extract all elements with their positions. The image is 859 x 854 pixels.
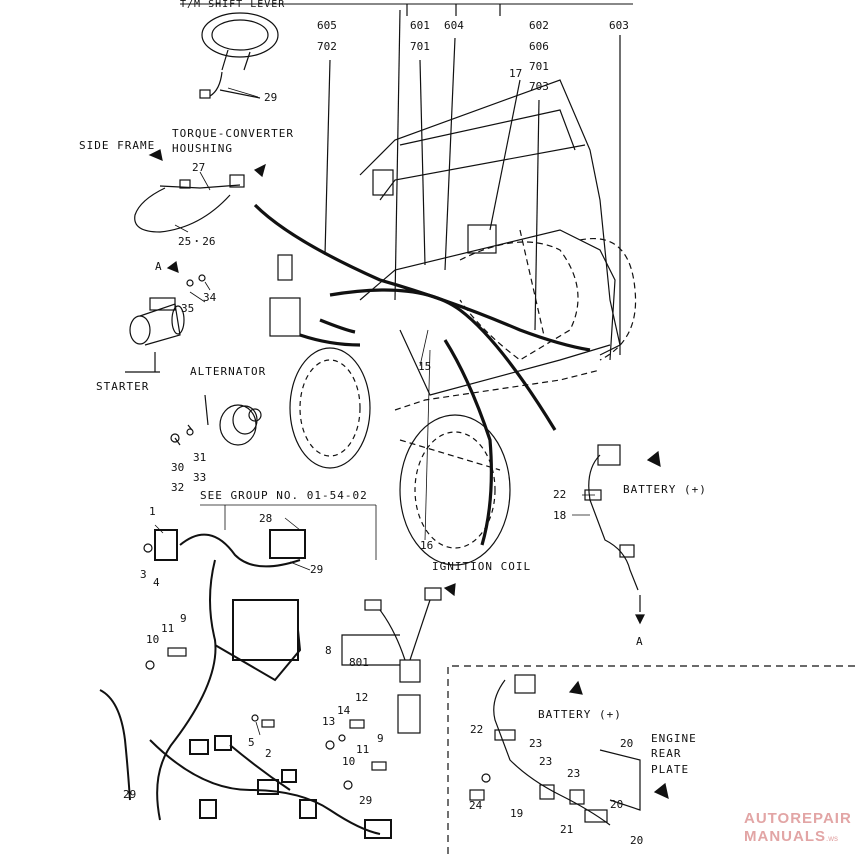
callout-number: 34 — [203, 291, 217, 304]
callout-number: 16 — [420, 539, 434, 552]
body-connector — [270, 255, 300, 336]
engine-label: ENGINE — [651, 732, 697, 745]
callout-number: 5 — [248, 736, 255, 749]
battery-cable-upper — [585, 445, 660, 623]
ignition-coil-label: IGNITION COIL — [432, 560, 532, 573]
battery-label-lower: BATTERY (+) — [538, 708, 622, 721]
callout-number: 9 — [377, 732, 384, 745]
callout-number: 702 — [317, 40, 337, 53]
callout-number: 17 — [509, 67, 523, 80]
steering-wheel — [200, 13, 278, 98]
callout-number: 701 — [529, 60, 549, 73]
callout-number: 35 — [181, 302, 195, 315]
callout-number: 15 — [418, 360, 432, 373]
callout-number: 605 — [317, 19, 337, 32]
part-leaders — [155, 88, 595, 735]
callout-number: 29 — [310, 563, 324, 576]
callout-number: 23 — [567, 767, 581, 780]
callout-number: 20 — [610, 798, 624, 811]
arrow-a-label: A — [636, 635, 644, 648]
header-partial-label: T/M SHIFT LEVER — [180, 0, 286, 10]
callout-number: 606 — [529, 40, 549, 53]
rear-label: REAR — [651, 747, 682, 760]
callout-number: 29 — [123, 788, 137, 801]
callout-number: 12 — [355, 691, 369, 704]
plate-label: PLATE — [651, 763, 690, 776]
callout-number: 33 — [193, 471, 207, 484]
watermark-line2: MANUALS — [744, 828, 826, 845]
arrow-a-label: A — [155, 260, 163, 273]
callout-number: 703 — [529, 80, 549, 93]
callout-number: 9 — [180, 612, 187, 625]
callout-number: 19 — [510, 807, 524, 820]
callout-number: 31 — [193, 451, 207, 464]
callout-number: 8 — [325, 644, 332, 657]
callout-number: 27 — [192, 161, 206, 174]
callout-number: 23 — [529, 737, 543, 750]
callout-number: 18 — [553, 509, 567, 522]
callout-number: 29 — [264, 91, 278, 104]
callout-number: 20 — [630, 834, 644, 847]
callout-number: 603 — [609, 19, 629, 32]
callout-number: 601 — [410, 19, 430, 32]
watermark-line1: AUTOREPAIR — [744, 810, 852, 827]
callout-number: 10 — [342, 755, 356, 768]
callout-number: 14 — [337, 704, 351, 717]
starter-label: STARTER — [96, 380, 150, 393]
callout-number: 1 — [149, 505, 156, 518]
callout-number: 701 — [410, 40, 430, 53]
callout-number: 3 — [140, 568, 147, 581]
callout-number: 23 — [539, 755, 553, 768]
callout-number: 29 — [359, 794, 373, 807]
callout-number: 2 — [265, 747, 272, 760]
housing-label: HOUSHING — [172, 142, 233, 155]
starter-motor — [125, 262, 184, 372]
callout-number: 30 — [171, 461, 185, 474]
callout-number: 602 — [529, 19, 549, 32]
see-group-label: SEE GROUP NO. 01-54-02 — [200, 489, 368, 502]
callout-number: 22 — [553, 488, 567, 501]
callout-number: 22 — [470, 723, 484, 736]
callout-number: 13 — [322, 715, 336, 728]
callout-number: 604 — [444, 19, 464, 32]
torque-converter-label: TORQUE-CONVERTER — [172, 127, 294, 140]
callout-number: 21 — [560, 823, 574, 836]
callout-number: 24 — [469, 799, 483, 812]
alternator — [175, 395, 261, 445]
watermark-suffix: .ws — [826, 834, 838, 843]
side-frame-label: SIDE FRAME — [79, 139, 156, 152]
ignition-coil — [365, 584, 455, 733]
callout-number: 32 — [171, 481, 185, 494]
callout-number: 4 — [153, 576, 160, 589]
callout-number: 801 — [349, 656, 369, 669]
callout-number: 20 — [620, 737, 634, 750]
callout-number: 10 — [146, 633, 160, 646]
battery-label-upper: BATTERY (+) — [623, 483, 707, 496]
callout-number: 11 — [356, 743, 370, 756]
callout-number: 28 — [259, 512, 273, 525]
callout-number: 11 — [161, 622, 175, 635]
alternator-label: ALTERNATOR — [190, 365, 267, 378]
callout-number: 25・26 — [178, 235, 216, 248]
